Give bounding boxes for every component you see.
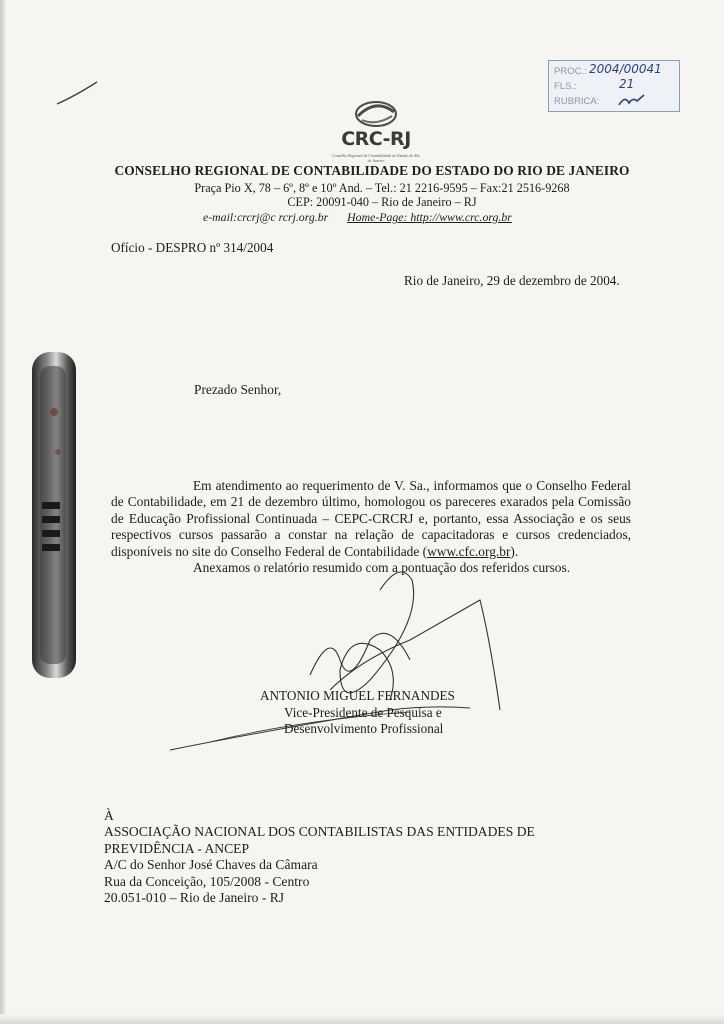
cfc-link[interactable]: www.cfc.org.br xyxy=(427,543,511,559)
logo-subtitle: Conselho Regional de Contabilidade do Estado do Rio de Janeiro xyxy=(332,153,420,163)
organization-name: CONSELHO REGIONAL DE CONTABILIDADE DO ESTADO DO RIO DE JANEIRO xyxy=(114,163,630,178)
protocol-stamp xyxy=(548,60,680,112)
signatory-block xyxy=(260,688,455,738)
signatory-role-1: Vice-Presidente de Pesquisa e xyxy=(284,704,442,720)
letter-date: Rio de Janeiro, 29 de dezembro de 2004. xyxy=(404,273,620,288)
organization-address: Praça Pio X, 78 – 6º, 8º e 10º And. – Tel.: 21 2216-9595 – Fax:21 2516-9268 xyxy=(194,181,570,195)
organization-contacts xyxy=(203,210,512,225)
stamp-proc-value: 2004/00041 xyxy=(589,62,662,76)
addressee-block xyxy=(104,808,535,906)
letter-reference: Ofício - DESPRO nº 314/2004 xyxy=(111,240,274,255)
signatory-name: ANTONIO MIGUEL FERNANDES xyxy=(260,688,455,703)
stamp-rubrica-label: RUBRICA: xyxy=(554,96,600,107)
paper-edge xyxy=(0,0,6,1024)
addressee-attention: A/C do Senhor José Chaves da Câmara xyxy=(104,857,318,873)
stamp-proc-label: PROC.: xyxy=(554,66,587,77)
addressee-org-line-1: ASSOCIAÇÃO NACIONAL DOS CONTABILISTAS DAS ENTIDADES DE xyxy=(104,824,535,840)
greeting: Prezado Senhor, xyxy=(194,382,282,397)
rubrica-initials xyxy=(617,93,647,107)
binder-clip xyxy=(28,352,80,678)
organization-cep: CEP: 20091-040 – Rio de Janeiro – RJ xyxy=(287,195,477,209)
signatory-role-2: Desenvolvimento Profissional xyxy=(284,721,444,737)
addressee-org-line-2: PREVIDÊNCIA - ANCEP xyxy=(104,840,250,856)
page-bottom-shadow xyxy=(0,1014,724,1024)
body-paragraph-1: Em atendimento ao requerimento de V. Sa., informamos que o Conselho Federal de Contabilidade, em 21 de dezembro último, homologou os pareceres exarados pela Comissão de Educação Profissional Continuada – CEPC-CRCRJ e, portanto, essa Associação e os seus respectivos cursos passarão a constar na relação de capacitadoras e cursos credenciados, disponíveis no site do Conselho Federal de Contabilidade (www.cfc.org.br). xyxy=(111,478,631,559)
logo-emblem-icon xyxy=(344,100,408,130)
homepage-link[interactable]: Home-Page: http://www.crc.org.br xyxy=(347,210,512,224)
stamp-fls-label: FLS.: xyxy=(554,81,577,92)
body-paragraph-2: Anexamos o relatório resumido com a pontuação dos referidos cursos. xyxy=(193,560,571,576)
addressee-prefix: À xyxy=(104,808,114,823)
email-text: e-mail:crcrj@c rcrj.org.br xyxy=(203,210,329,224)
stamp-fls-value: 21 xyxy=(619,77,635,91)
pencil-mark xyxy=(55,78,105,108)
addressee-street: Rua da Conceição, 105/2008 - Centro xyxy=(104,873,310,889)
logo-text: CRC-RJ xyxy=(341,128,411,150)
addressee-city: 20.051-010 – Rio de Janeiro - RJ xyxy=(104,890,285,906)
